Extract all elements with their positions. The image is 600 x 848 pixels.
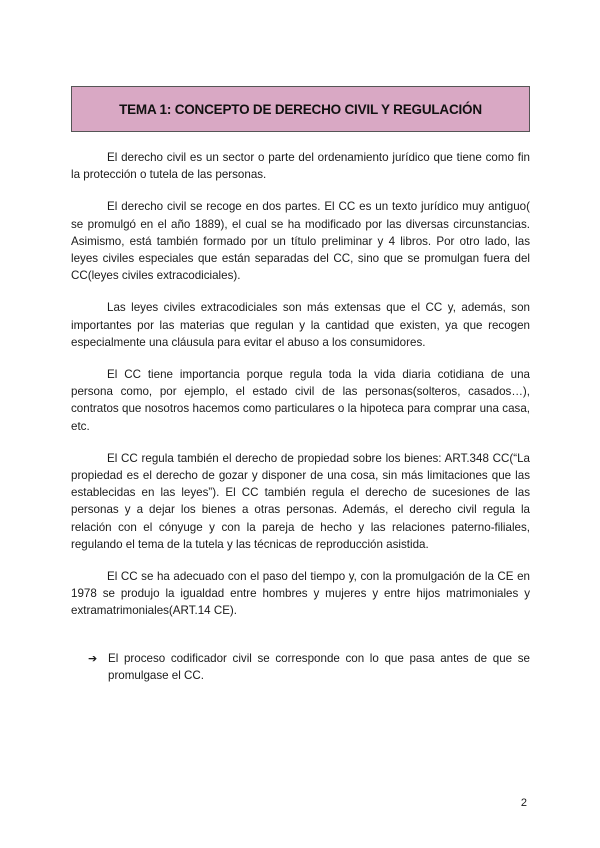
page-number: 2 <box>520 797 527 809</box>
paragraph-1: El derecho civil es un sector o parte del ordenamiento jurídico que tiene como fin la protección o tutela de las personas. <box>71 151 530 182</box>
paragraph-6: El CC se ha adecuado con el paso del tiempo y, con la promulgación de la CE en 1978 se produjo la igualdad entre hombres y mujeres y entre hijos matrimoniales y extramatrimoniales(ART.14 CE). <box>71 570 530 618</box>
document-body <box>71 149 530 635</box>
paragraph-2: El derecho civil se recoge en dos partes. El CC es un texto jurídico muy antiguo( se promulgó en el año 1889), el cual se ha modificado por las diversas circunstancias. Asimismo, está también formado por un título preliminar y 4 libros. Por otro lado, las leyes civiles especiales que están separadas del CC, sino que se promulgan fuera del CC(leyes civiles extracodiciales). <box>71 200 530 283</box>
paragraph-3: Las leyes civiles extracodiciales son más extensas que el CC y, además, son importantes por las materias que regulan y la cantidad que existen, ya que recogen especialmente una cláusula para evitar el abuso a los consumidores. <box>71 301 530 349</box>
paragraph-5: El CC regula también el derecho de propiedad sobre los bienes: ART.348 CC(“La propiedad es el derecho de gozar y disponer de una cosa, sin más limitaciones que las establecidas en las leyes”). El CC también regula el derecho de sucesiones de las personas y a dejar los bienes a otras personas. Además, el derecho civil regula la relación con el cónyuge y con la pareja de hecho y las relaciones paterno-filiales, regulando el tema de la tutela y las técnicas de reproducción asistida. <box>71 451 530 551</box>
title-box <box>71 86 530 132</box>
arrow-right-icon: ➔ <box>88 652 98 665</box>
page-title: TEMA 1: CONCEPTO DE DERECHO CIVIL Y REGULACIÓN <box>119 101 482 117</box>
bullet-item <box>88 650 530 684</box>
bullet-text: El proceso codificador civil se corresponde con lo que pasa antes de que se promulgase el CC. <box>108 652 530 683</box>
paragraph-4: El CC tiene importancia porque regula toda la vida diaria cotidiana de una persona como, por ejemplo, el estado civil de las personas(solteros, casados…), contratos que nosotros hacemos como particulares o la hipoteca para comprar una casa, etc. <box>71 368 530 433</box>
